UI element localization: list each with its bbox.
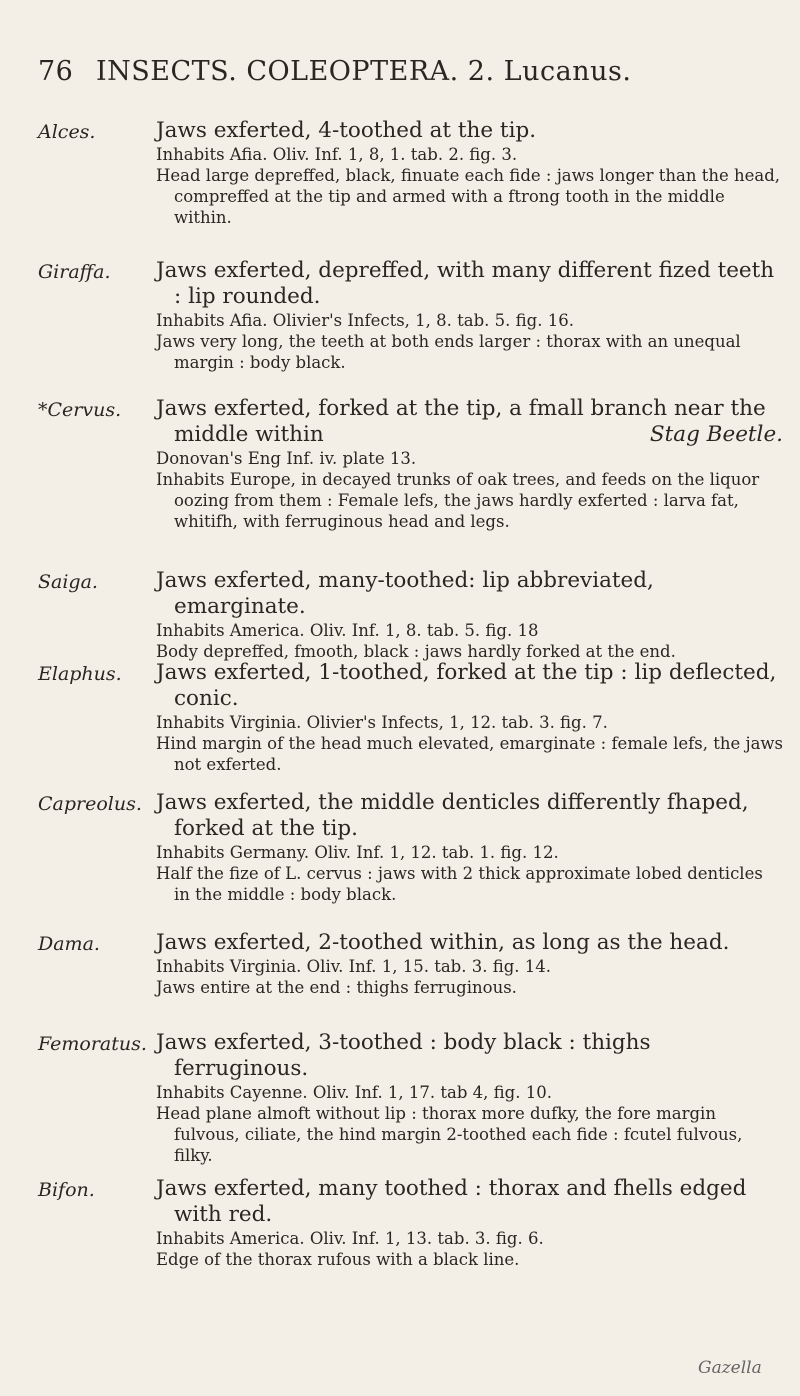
species-description: Jaws entire at the end : thighs ferruginous. <box>156 978 517 997</box>
species-entry-elaphus <box>38 660 783 775</box>
species-description: Head large depreffed, black, finuate each fide : jaws longer than the head, compreffed at the tip and armed with a ftrong tooth in the middle within. <box>156 166 781 227</box>
species-description: Hind margin of the head much elevated, emarginate : female lefs, the jaws not exferted. <box>156 734 784 774</box>
species-diagnosis <box>156 396 783 448</box>
catchword: Gazella <box>698 1358 762 1378</box>
species-entry-femoratus <box>38 1030 783 1166</box>
species-description: Head plane almoft without lip : thorax more dufky, the fore margin fulvous, ciliate, the hind margin 2-toothed each fide : fcutel fulvous, filky. <box>156 1104 743 1165</box>
species-diagnosis-text: Jaws exferted, forked at the tip, a fmall branch near the middle within <box>156 396 766 447</box>
species-reference: Inhabits Cayenne. Oliv. Inf. 1, 17. tab 4, fig. 10. <box>156 1083 552 1102</box>
species-reference: Inhabits America. Oliv. Inf. 1, 8. tab. 5. fig. 18 <box>156 621 539 640</box>
species-reference: Inhabits Virginia. Olivier's Infects, 1, 12. tab. 3. fig. 7. <box>156 713 608 732</box>
species-description: Body depreffed, fmooth, black : jaws hardly forked at the end. <box>156 642 676 661</box>
species-description: Inhabits Europe, in decayed trunks of oak trees, and feeds on the liquor oozing from them : Female lefs, the jaws hardly exferted : larva fat, whitifh, with ferruginous head and legs. <box>156 470 760 531</box>
species-description: Jaws very long, the teeth at both ends larger : thorax with an unequal margin : body black. <box>156 332 741 372</box>
species-diagnosis: Jaws exferted, 1-toothed, forked at the tip : lip deflected, conic. <box>156 660 777 711</box>
species-entry-cervus <box>38 396 783 532</box>
species-diagnosis: Jaws exferted, many toothed : thorax and fhells edged with red. <box>156 1176 747 1227</box>
species-name: Dama. <box>38 933 100 955</box>
common-name: Stag Beetle. <box>649 422 783 447</box>
page-number: 76 <box>38 56 74 87</box>
species-diagnosis: Jaws exferted, many-toothed: lip abbreviated, emarginate. <box>156 568 654 619</box>
species-name: Elaphus. <box>38 663 122 685</box>
page-header <box>38 56 778 87</box>
species-reference: Inhabits Afia. Oliv. Inf. 1, 8, 1. tab. 2. fig. 3. <box>156 145 518 164</box>
species-reference: Inhabits Germany. Oliv. Inf. 1, 12. tab. 1. fig. 12. <box>156 843 559 862</box>
species-name: Giraffa. <box>38 261 111 283</box>
running-title: INSECTS. COLEOPTERA. 2. Lucanus. <box>96 56 632 87</box>
species-description: Half the fize of L. cervus : jaws with 2 thick approximate lobed denticles in the middle : body black. <box>156 864 763 904</box>
species-entry-saiga <box>38 568 783 662</box>
species-diagnosis: Jaws exferted, 3-toothed : body black : thighs ferruginous. <box>156 1030 651 1081</box>
species-entry-capreolus <box>38 790 783 905</box>
species-diagnosis: Jaws exferted, 2-toothed within, as long as the head. <box>156 930 730 955</box>
species-reference: Inhabits Virginia. Oliv. Inf. 1, 15. tab. 3. fig. 14. <box>156 957 552 976</box>
species-entry-alces <box>38 118 783 228</box>
species-reference: Donovan's Eng Inf. iv. plate 13. <box>156 449 417 468</box>
species-entry-giraffa <box>38 258 783 373</box>
species-diagnosis: Jaws exferted, depreffed, with many different fized teeth : lip rounded. <box>156 258 775 309</box>
species-entry-dama <box>38 930 783 998</box>
species-entry-bifon <box>38 1176 783 1270</box>
species-name: Alces. <box>38 121 96 143</box>
species-diagnosis: Jaws exferted, the middle denticles differently fhaped, forked at the tip. <box>156 790 749 841</box>
species-name: Bifon. <box>38 1179 95 1201</box>
species-reference: Inhabits Afia. Olivier's Infects, 1, 8. tab. 5. fig. 16. <box>156 311 574 330</box>
species-name: *Cervus. <box>38 399 122 421</box>
species-name: Saiga. <box>38 571 98 593</box>
species-name: Femoratus. <box>38 1033 147 1055</box>
species-reference: Inhabits America. Oliv. Inf. 1, 13. tab. 3. fig. 6. <box>156 1229 544 1248</box>
species-description: Edge of the thorax rufous with a black line. <box>156 1250 520 1269</box>
species-diagnosis: Jaws exferted, 4-toothed at the tip. <box>156 118 537 143</box>
species-name: Capreolus. <box>38 793 142 815</box>
